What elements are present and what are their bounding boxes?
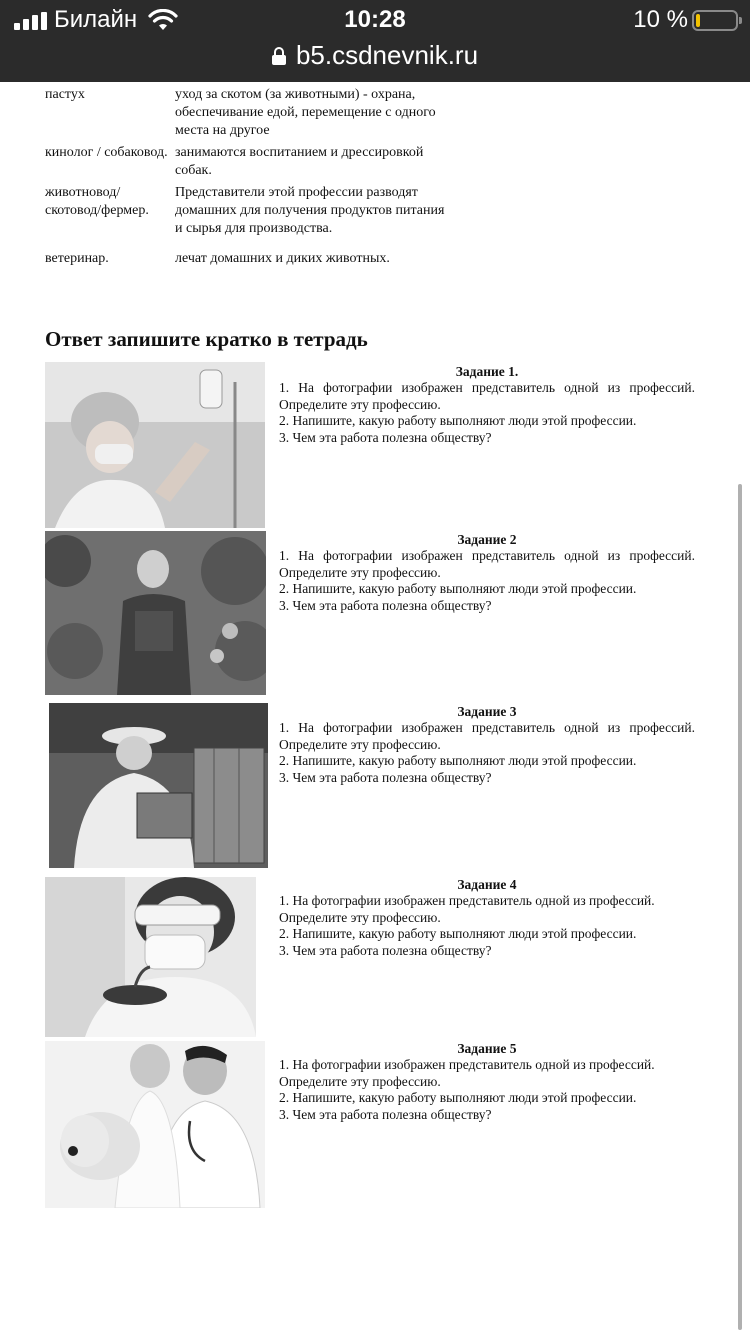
- task-question: Определите эту профессию.: [279, 1073, 441, 1089]
- table-row: [45, 86, 465, 140]
- section-heading: Ответ запишите кратко в тетрадь: [45, 327, 368, 351]
- status-time: 10:28: [344, 6, 406, 33]
- task-question: 2. Напишите, какую работу выполняют люди этой профессии.: [279, 926, 637, 942]
- task-question: 3. Чем эта работа полезна обществу?: [279, 429, 492, 445]
- table-row: [45, 250, 465, 268]
- task-title: Задание 2: [457, 532, 517, 547]
- task-title: Задание 1.: [455, 364, 519, 379]
- profession-name: кинолог / собаковод.: [45, 145, 168, 160]
- profession-description: лечат домашних и диких животных.: [175, 251, 390, 266]
- profession-description: Представители этой профессии разводят домашних для получения продуктов питания и сырья для производства.: [175, 185, 445, 236]
- task-question: Определите эту профессию.: [279, 909, 441, 925]
- task-title: Задание 4: [457, 877, 517, 892]
- task-block: [45, 877, 705, 1037]
- task-question: 2. Напишите, какую работу выполняют люди этой профессии.: [279, 581, 637, 597]
- browser-top-bar: [0, 0, 750, 82]
- table-row: [45, 184, 465, 238]
- task-block: [45, 703, 705, 868]
- page-url: b5.csdnevnik.ru: [295, 40, 479, 70]
- profession-description: занимаются воспитанием и дрессировкой собак.: [175, 145, 424, 178]
- task-question: 3. Чем эта работа полезна обществу?: [279, 597, 492, 613]
- task-text: [279, 704, 695, 786]
- task-question: 1. На фотографии изображен представитель одной из профессий.: [279, 720, 695, 736]
- task-title: Задание 3: [457, 704, 517, 719]
- task-question: 3. Чем эта работа полезна обществу?: [279, 769, 492, 785]
- scrollbar[interactable]: [738, 484, 742, 1330]
- task-question: Определите эту профессию.: [279, 736, 441, 752]
- carrier-name: Билайн: [54, 6, 138, 33]
- task-block: [45, 531, 705, 695]
- status-bar: [0, 0, 750, 40]
- table-row: [45, 144, 465, 180]
- address-bar[interactable]: [0, 40, 750, 71]
- nurse-with-iv-drip-photo: [45, 362, 265, 528]
- task-text: [279, 1041, 695, 1123]
- task-block: [45, 362, 705, 528]
- task-text: [279, 532, 695, 614]
- profession-name: животновод/ скотовод/фермер.: [45, 185, 149, 218]
- task-question: 2. Напишите, какую работу выполняют люди этой профессии.: [279, 413, 637, 429]
- task-question: Определите эту профессию.: [279, 564, 441, 580]
- scientist-with-seedling-photo: [45, 877, 256, 1037]
- battery-percent: 10 %: [633, 6, 688, 33]
- battery-level-fill: [696, 14, 700, 27]
- profession-name: ветеринар.: [45, 251, 109, 266]
- battery-icon: [692, 10, 738, 31]
- professions-table: [45, 86, 465, 272]
- profession-name: пастух: [45, 87, 85, 102]
- task-title: Задание 5: [457, 1041, 517, 1056]
- beekeeper-photo: [49, 703, 268, 868]
- task-question: 1. На фотографии изображен представитель одной из профессий.: [279, 380, 695, 396]
- profession-description: уход за скотом (за животными) - охрана, обеспечивание едой, перемещение с одного места на другое: [175, 87, 436, 138]
- task-question: 2. Напишите, какую работу выполняют люди этой профессии.: [279, 753, 637, 769]
- lock-icon: [272, 47, 286, 65]
- farmer-in-greenhouse-photo: [45, 531, 266, 695]
- task-text: [279, 877, 695, 959]
- task-question: 3. Чем эта работа полезна обществу?: [279, 1106, 492, 1122]
- task-question: 1. На фотографии изображен представитель одной из профессий.: [279, 548, 695, 564]
- task-question: Определите эту профессию.: [279, 396, 441, 412]
- task-question: 2. Напишите, какую работу выполняют люди этой профессии.: [279, 1090, 637, 1106]
- task-block: [45, 1041, 705, 1208]
- task-question: 1. На фотографии изображен представитель одной из профессий.: [279, 893, 655, 909]
- task-question: 1. На фотографии изображен представитель одной из профессий.: [279, 1057, 655, 1073]
- task-text: [279, 364, 695, 446]
- veterinarians-with-dog-photo: [45, 1041, 265, 1208]
- task-question: 3. Чем эта работа полезна обществу?: [279, 942, 492, 958]
